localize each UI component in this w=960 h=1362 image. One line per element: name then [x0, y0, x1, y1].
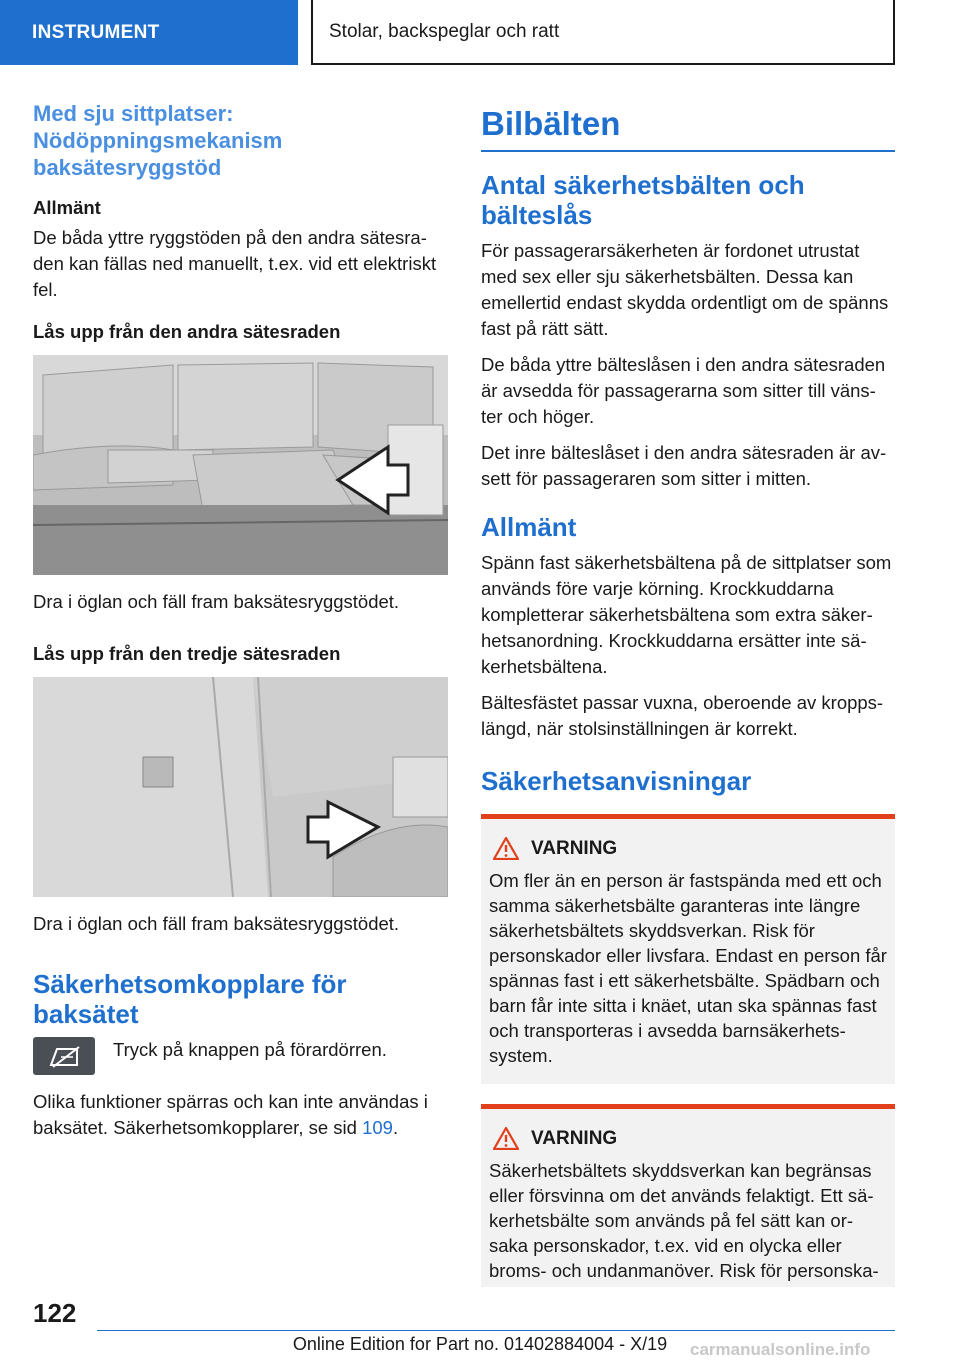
warning-text-2: Säkerhetsbältets skyddsverkan kan begränsas eller försvinna om det används felaktigt. Ett sä-kerhetsbälte som används på fel sätt kan or-saka personskador, t.ex. vid en olycka eller broms- och undanmanöver. Risk för personska- — [489, 1160, 879, 1281]
subheading-general: Allmänt — [33, 197, 101, 218]
paragraph-safety-switch-text: Olika funktioner spärras och kan inte användas i baksätet. Säkerhetsomkopplarer, se sid — [33, 1091, 428, 1138]
subheading-second-row: Lås upp från den andra sätesraden — [33, 321, 341, 342]
warning-box-2 — [481, 1104, 895, 1287]
warning-title-2 — [489, 1127, 887, 1150]
paragraph-general-2: Bältesfästet passar vuxna, oberoende av kropps-längd, när stolsinställningen är korrekt. — [481, 692, 884, 739]
warning-label-1: VARNING — [531, 837, 618, 859]
paragraph-belts-3: Det inre bälteslåset i den andra sätesraden är av-sett för passageraren som sitter i mitten. — [481, 442, 887, 489]
photo-third-row-seat — [33, 677, 448, 897]
chapter-title: Stolar, backspeglar och ratt — [329, 20, 560, 42]
warning-triangle-icon — [493, 837, 519, 860]
section-tab — [0, 0, 298, 65]
paragraph-general: De båda yttre ryggstöden på den andra sätesra-den kan fällas ned manuellt, t.ex. vid ett elektriskt fel. — [33, 227, 437, 300]
left-heading: Med sju sittplatser: Nödöppningsmekanism baksätesryggstöd — [33, 101, 283, 180]
section-label: INSTRUMENT — [32, 21, 160, 43]
warning-triangle-icon — [493, 1127, 519, 1150]
icon-instruction: Tryck på knappen på förardörren. — [113, 1039, 387, 1060]
warning-label-2: VARNING — [531, 1127, 618, 1149]
footer-rule — [97, 1330, 895, 1331]
page-number: 122 — [33, 1298, 77, 1328]
paragraph-general-1: Spänn fast säkerhetsbältena på de sittplatser som används före varje körning. Krockkuddarna kompletterar säkerhetsbältena som extra säker-hetsanordning. Krockkuddarna ersätter inte sä-kerhetsbältena. — [481, 552, 892, 677]
watermark: carmanualsonline.info — [690, 1340, 871, 1359]
title-seatbelts: Bilbälten — [481, 105, 621, 142]
warning-box-1 — [481, 814, 895, 1084]
heading-safety-notes: Säkerhetsanvisningar — [481, 766, 752, 796]
paragraph-safety-switch — [33, 1089, 448, 1141]
photo-second-row-seat — [33, 355, 448, 575]
paragraph-end: . — [392, 1117, 399, 1138]
right-column — [481, 104, 895, 1287]
child-lock-window-icon — [33, 1037, 95, 1075]
page-link-109[interactable]: 109 — [362, 1117, 393, 1138]
heading-safety-switch: Säkerhetsomkopplare för baksätet — [33, 969, 347, 1029]
warning-text-1: Om fler än en person är fastspända med ett och samma säkerhetsbälte garanteras inte längre säkerhetsbältets skyddsverkan. Risk för personskador eller livsfara. Endast en person får spännas fast i ett säkerhetsbälte. Spädbarn och barn får inte sitta i knäet, utan ska spännas fast och transporteras i avsedda barnsäkerhets-system. — [489, 870, 887, 1066]
caption-second-row: Dra i öglan och fäll fram baksätesryggstödet. — [33, 591, 400, 612]
subheading-third-row: Lås upp från den tredje sätesraden — [33, 643, 341, 664]
heading-general: Allmänt — [481, 512, 577, 542]
chapter-title-box — [311, 0, 895, 65]
paragraph-belts-1: För passagerarsäkerheten är fordonet utrustat med sex eller sju säkerhetsbälten. Dessa kan emellertid endast skydda ordentligt om de spänns fast på rätt sätt. — [481, 240, 889, 339]
heading-number-of-belts: Antal säkerhetsbälten och bälteslås — [481, 170, 805, 230]
warning-title-1 — [489, 837, 887, 860]
icon-row — [33, 1037, 448, 1075]
caption-third-row: Dra i öglan och fäll fram baksätesryggstödet. — [33, 913, 400, 934]
left-column — [33, 100, 448, 1151]
paragraph-belts-2: De båda yttre bälteslåsen i den andra sätesraden är avsedda för passagerarna som sitter till väns-ter och höger. — [481, 354, 886, 427]
title-rule — [481, 150, 895, 152]
footer-edition: Online Edition for Part no. 01402884004 - X/19 — [292, 1334, 668, 1354]
